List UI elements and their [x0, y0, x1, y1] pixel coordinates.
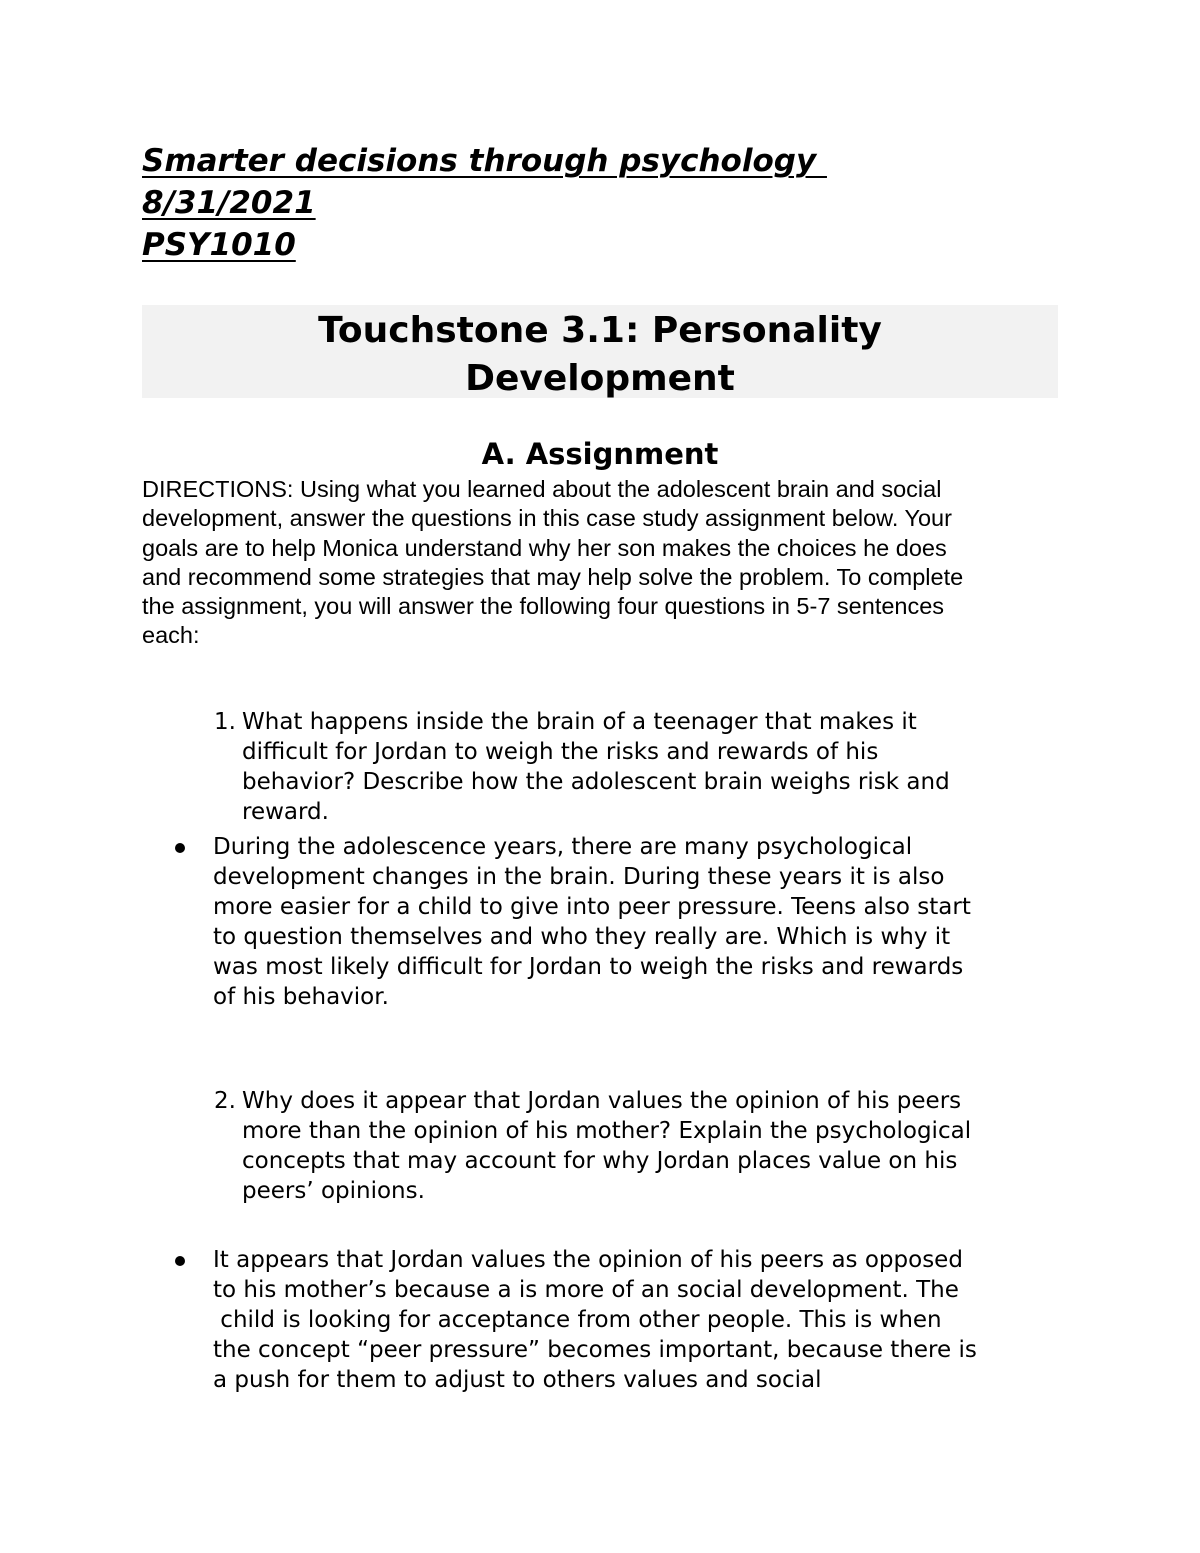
answer-line: child is looking for acceptance from other people. This is when: [213, 1307, 942, 1333]
answer-line: of his behavior.: [213, 984, 389, 1010]
answer-line: development changes in the brain. During these years it is also: [213, 864, 945, 890]
bullet-icon: [175, 1256, 185, 1266]
question-line: behavior? Describe how the adolescent brain weighs risk and: [242, 769, 950, 795]
directions-line: goals are to help Monica understand why her son makes the choices he does: [142, 534, 947, 561]
directions-line: development, answer the questions in this case study assignment below. Your: [142, 505, 952, 532]
answer-line: to his mother’s because a is more of an social development. The: [213, 1277, 959, 1303]
answer-line: the concept “peer pressure” becomes important, because there is: [213, 1337, 977, 1363]
title-line-2: Development: [465, 358, 735, 399]
answer-text: [213, 1245, 977, 1395]
title-line-1: Touchstone 3.1: Personality: [318, 310, 882, 351]
directions-paragraph: [142, 475, 1042, 651]
question-text: [242, 707, 950, 827]
answer-line: During the adolescence years, there are many psychological: [213, 834, 913, 860]
question-line: concepts that may account for why Jordan places value on his: [242, 1148, 958, 1174]
section-heading: A. Assignment: [481, 437, 719, 471]
header-date: 8/31/2021: [142, 185, 316, 221]
directions-line: each:: [142, 622, 200, 649]
answer-text: [213, 832, 971, 1012]
document-title: [142, 305, 1058, 398]
header-title: Smarter decisions through psychology: [142, 143, 827, 179]
question-line: What happens inside the brain of a teenager that makes it: [242, 709, 917, 735]
answer-line: more easier for a child to give into peer pressure. Teens also start: [213, 894, 971, 920]
question-line: peers’ opinions.: [242, 1178, 425, 1204]
question-line: more than the opinion of his mother? Explain the psychological: [242, 1118, 972, 1144]
question-line: reward.: [242, 799, 329, 825]
directions-line: the assignment, you will answer the following four questions in 5-7 sentences: [142, 593, 945, 620]
answer-line: It appears that Jordan values the opinion of his peers as opposed: [213, 1247, 963, 1273]
question-line: Why does it appear that Jordan values the opinion of his peers: [242, 1088, 962, 1114]
question-number: 1.: [214, 709, 236, 735]
directions-line: and recommend some strategies that may help solve the problem. To complete: [142, 563, 964, 590]
question-line: difficult for Jordan to weigh the risks and rewards of his: [242, 739, 879, 765]
directions-line: DIRECTIONS: Using what you learned about the adolescent brain and social: [142, 476, 942, 502]
header-course-code: PSY1010: [142, 227, 296, 263]
question-number: 2.: [214, 1088, 236, 1114]
answer-line: to question themselves and who they really are. Which is why it: [213, 924, 951, 950]
question-text: [242, 1086, 971, 1206]
document-header: [142, 140, 827, 266]
answer-line: a push for them to adjust to others values and social: [213, 1367, 822, 1393]
answer-line: was most likely difficult for Jordan to weigh the risks and rewards: [213, 954, 964, 980]
bullet-icon: [175, 843, 185, 853]
